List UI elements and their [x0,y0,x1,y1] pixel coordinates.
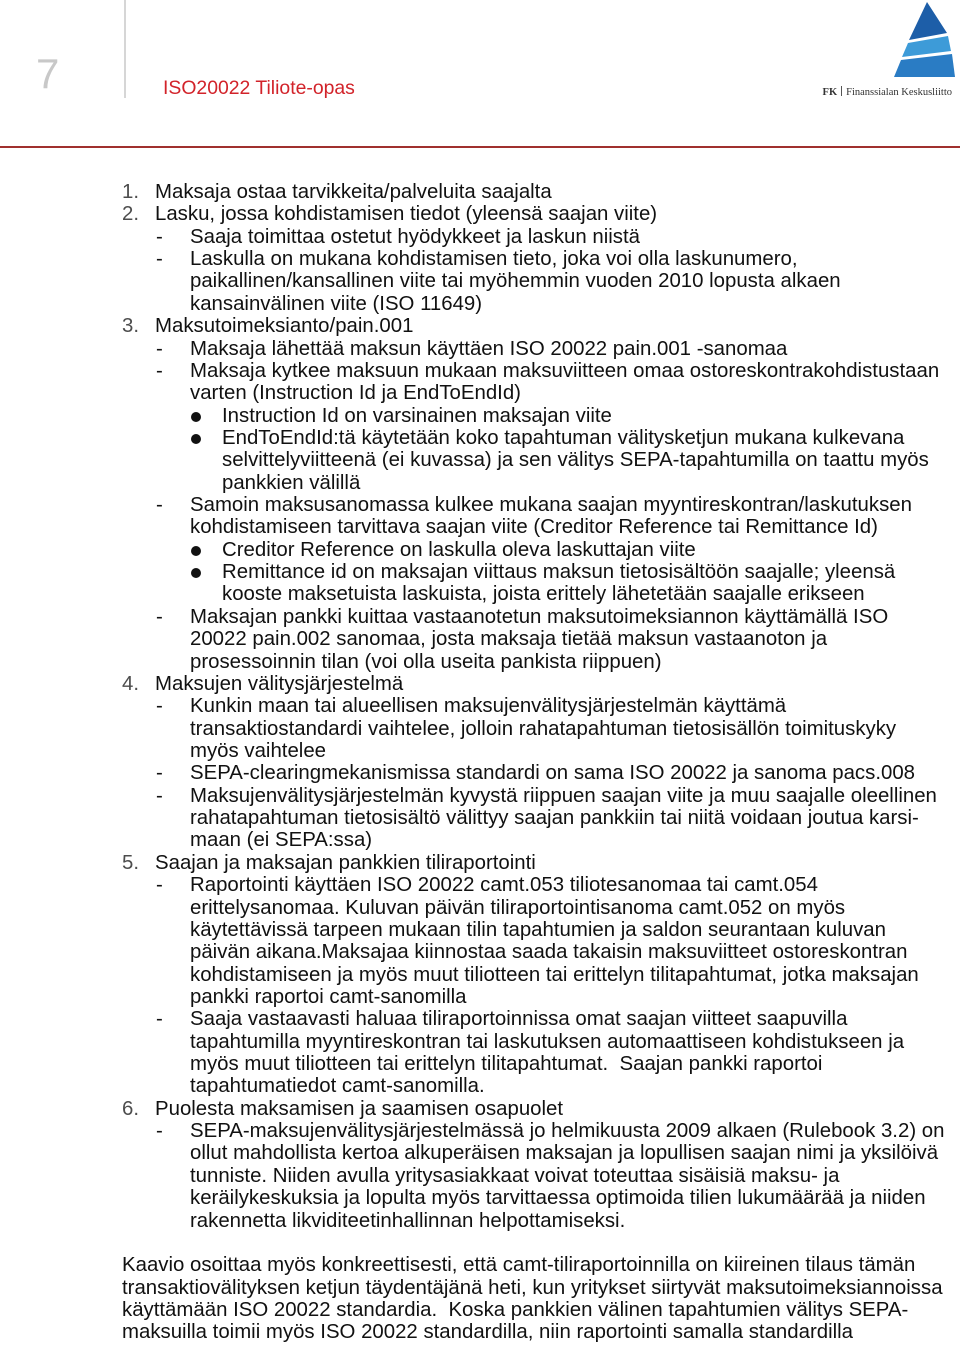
list-number: 1. [122,181,140,203]
bullet-continuation [0,472,960,494]
sub-item-continuation [0,1142,960,1164]
numbered-item-6 [0,1098,960,1232]
bullet-text: kooste maksetuista laskuista, joista erittely lähetetään saajalle erikseen [222,583,865,606]
list-item-row [0,673,960,695]
dash-marker: - [156,784,163,807]
dash-marker: - [156,494,163,517]
sub-list-item [0,1008,960,1030]
sub-list-item [0,248,960,270]
bullet-item [0,561,960,583]
bullet-text: Remittance id on maksajan viittaus maksun tietosisältöön saajalle; yleensä [222,561,896,584]
list-number: 6. [122,1097,140,1120]
list-item-row [0,315,960,337]
dash-marker: - [156,695,163,718]
sub-item-continuation [0,718,960,740]
paragraph-spacer [0,1232,960,1254]
paragraph-line [0,1254,960,1276]
list-item-row [0,852,960,874]
sub-item-text: SEPA-clearingmekanismissa standardi on sama ISO 20022 ja sanoma pacs.008 [190,762,916,785]
sub-item-text: maan (ei SEPA:ssa) [190,829,373,852]
sub-item-continuation [0,1210,960,1232]
sub-item-text: Raportointi käyttäen ISO 20022 camt.053 tiliotesanomaa tai camt.054 [190,874,818,897]
sub-item-continuation [0,651,960,673]
dash-marker: - [156,225,163,248]
list-number: 5. [122,851,140,874]
sub-item-continuation [0,382,960,404]
sub-item-text: Saaja toimittaa ostetut hyödykkeet ja laskun niistä [190,225,640,248]
sub-item-text: 20022 pain.002 sanomaa, josta maksaja tietää maksun vastaanoton ja [190,628,828,651]
sub-item-continuation [0,964,960,986]
list-item-row [0,1098,960,1120]
numbered-item-5 [0,852,960,1098]
paragraph-text: transaktiovälityksen ketjun täydentäjänä heti, kun yritykset siirtyvät maksutoimeksiannoissa [122,1276,943,1299]
sub-item-continuation [0,829,960,851]
document-body [0,181,960,1344]
sub-item-text: rakennetta likviditeetinhallinnan helpottamiseksi. [190,1209,626,1232]
sub-item-text: tapahtumilla myyntireskontran tai laskutuksen automaattiseen kohdistukseen ja [190,1030,905,1053]
sub-list-item [0,874,960,896]
numbered-item-4 [0,673,960,852]
dash-marker: - [156,605,163,628]
list-item-text: Puolesta maksamisen ja saamisen osapuolet [155,1097,564,1120]
list-item-text: Maksutoimeksianto/pain.001 [155,315,414,338]
dash-marker: - [156,762,163,785]
sub-item-text: prosessoinnin tilan (voi olla useita pankista riippuen) [190,650,662,673]
bullet-icon [191,434,201,444]
sub-item-continuation [0,897,960,919]
sub-item-text: Kunkin maan tai alueellisen maksujenvälitysjärjestelmän käyttämä [190,695,787,718]
sub-item-text: SEPA-maksujenvälitysjärjestelmässä jo helmikuusta 2009 alkaen (Rulebook 3.2) on [190,1120,945,1143]
bullet-continuation [0,449,960,471]
bullet-text: pankkien välillä [222,471,361,494]
sub-item-text: käytettävissä tarpeen mukaan tilin tapahtumien ja saldon seurantaan kuluvan [190,918,886,941]
sub-item-continuation [0,1165,960,1187]
sub-item-continuation [0,1187,960,1209]
sub-list-item [0,762,960,784]
paragraph-text: Kaavio osoittaa myös konkreettisesti, että camt-tiliraportoinnilla on kiireinen tilaus tämän [122,1254,916,1277]
dash-marker: - [156,359,163,382]
dash-marker: - [156,1120,163,1143]
list-number: 3. [122,315,140,338]
sub-item-continuation [0,1075,960,1097]
sub-item-text: päivän aikana.Maksajaa kiinnostaa saada takaisin maksuviitteet ostoreskontran [190,941,908,964]
sub-item-text: tunniste. Niiden avulla yritysasiakkaat voivat toteuttaa sisäisiä maksu- ja [190,1164,840,1187]
paragraph-text: maksuilla toimii myös ISO 20022 standardilla, niin raportointi samalla standardilla [122,1321,854,1344]
sub-item-text: myös muut tiliotteen tai erittelyn tilitapahtumat. Saajan pankki raportoi [190,1053,823,1076]
logo-wordmark [823,86,952,100]
list-item-row [0,181,960,203]
sub-item-text: rahatapahtuman tietosisältö välittyy saajan pankkiin tai niitä voidaan joutua karsi- [190,807,919,830]
dash-marker: - [156,248,163,271]
sub-list-item [0,360,960,382]
sub-item-text: keräilykeskuksia ja lopulta myös tarvittaessa optimoida tilien lukumäärää ja niiden [190,1187,926,1210]
sub-item-text: Laskulla on mukana kohdistamisen tieto, joka voi olla laskunumero, [190,248,798,271]
closing-paragraph [0,1254,960,1343]
sub-list-item [0,606,960,628]
sub-item-continuation [0,941,960,963]
list-item-text: Saajan ja maksajan pankkien tiliraportointi [155,851,536,874]
bullet-continuation [0,583,960,605]
bullet-text: EndToEndId:tä käytetään koko tapahtuman välitysketjun mukana kulkevana [222,426,905,449]
sub-item-text: Maksajan pankki kuittaa vastaanotetun maksutoimeksiannon käyttämällä ISO [190,605,889,628]
sub-item-text: paikallinen/kansallinen viite tai myöhemmin vuoden 2010 lopusta alkaen [190,270,841,293]
paragraph-line [0,1277,960,1299]
sub-list-item [0,338,960,360]
sub-item-text: kansainvälinen viite (ISO 11649) [190,292,483,315]
list-number: 4. [122,672,140,695]
sub-item-text: pankki raportoi camt-sanomilla [190,985,467,1008]
sub-item-continuation [0,986,960,1008]
sub-item-continuation [0,628,960,650]
paragraph-line [0,1299,960,1321]
sub-item-text: transaktiostandardi vaihtelee, jolloin rahatapahtuman tietosisällön toimituskyky [190,717,897,740]
bullet-icon [191,546,201,556]
bullet-icon [191,568,201,578]
sub-item-continuation [0,740,960,762]
sub-item-text: Maksaja lähettää maksun käyttäen ISO 20022 pain.001 -sanomaa [190,337,788,360]
sub-list-item [0,226,960,248]
list-item-text: Lasku, jossa kohdistamisen tiedot (yleensä saajan viite) [155,203,658,226]
sub-item-text: Saaja vastaavasti haluaa tiliraportoinnissa omat saajan viitteet saapuvilla [190,1008,848,1031]
sub-list-item [0,695,960,717]
numbered-item-3 [0,315,960,673]
header-rule [0,146,960,148]
numbered-item-1 [0,181,960,203]
bullet-text: Instruction Id on varsinainen maksajan viite [222,404,612,427]
fk-pyramid-logo-icon [888,0,958,80]
dash-marker: - [156,1008,163,1031]
sub-item-text: Maksujenvälitysjärjestelmän kyvystä riippuen saajan viite ja muu saajalle oleellinen [190,784,937,807]
numbered-item-2 [0,203,960,315]
sub-item-text: ollut mahdollista kertoa alkuperäisen maksajan ja lopullisen saajan nimi ja yksilöivä [190,1142,939,1165]
sub-item-continuation [0,1031,960,1053]
sub-item-continuation [0,516,960,538]
dash-marker: - [156,337,163,360]
sub-item-continuation [0,270,960,292]
page-number: 7 [36,50,60,97]
logo-separator [841,86,842,96]
bullet-icon [191,412,201,422]
logo-name: Finanssialan Keskusliitto [846,87,952,98]
bullet-item [0,405,960,427]
bullet-text: Creditor Reference on laskulla oleva laskuttajan viite [222,538,696,561]
dash-marker: - [156,874,163,897]
list-item-text: Maksaja ostaa tarvikkeita/palveluita saajalta [155,181,552,203]
header-divider [124,0,126,98]
sub-list-item [0,494,960,516]
sub-item-continuation [0,293,960,315]
bullet-item [0,539,960,561]
list-item-text: Maksujen välitysjärjestelmä [155,672,404,695]
bullet-item [0,427,960,449]
sub-item-text: Maksaja kytkee maksuun mukaan maksuviitteen omaa ostoreskontrakohdistustaan [190,359,940,382]
sub-item-text: varten (Instruction Id ja EndToEndId) [190,382,521,405]
sub-item-continuation [0,807,960,829]
sub-item-text: erittelysanomaa. Kuluvan päivän tiliraportointisanoma camt.052 on myös [190,896,846,919]
list-item-row [0,203,960,225]
paragraph-line [0,1321,960,1343]
sub-list-item [0,1120,960,1142]
sub-item-text: tapahtumatiedot camt-sanomilla. [190,1075,485,1098]
sub-list-item [0,785,960,807]
sub-item-continuation [0,1053,960,1075]
bullet-text: selvittelyviitteenä (ei kuvassa) ja sen välitys SEPA-tapahtumilla on taattu myös [222,449,929,472]
document-title: ISO20022 Tiliote-opas [163,77,355,99]
sub-item-text: kohdistamiseen ja myös muut tiliotteen tai erittelyn tilitapahtumat, jotka maksajan [190,963,919,986]
logo-abbreviation: FK [822,87,838,98]
sub-item-continuation [0,919,960,941]
paragraph-text: käyttämään ISO 20022 standardia. Koska pankkien välinen tapahtumien välitys SEPA- [122,1298,909,1321]
sub-item-text: kohdistamiseen tarvittava saajan viite (Creditor Reference tai Remittance Id) [190,516,878,539]
sub-item-text: Samoin maksusanomassa kulkee mukana saajan myyntireskontran/laskutuksen [190,494,912,517]
list-number: 2. [122,203,140,226]
sub-item-text: myös vaihtelee [190,739,327,762]
